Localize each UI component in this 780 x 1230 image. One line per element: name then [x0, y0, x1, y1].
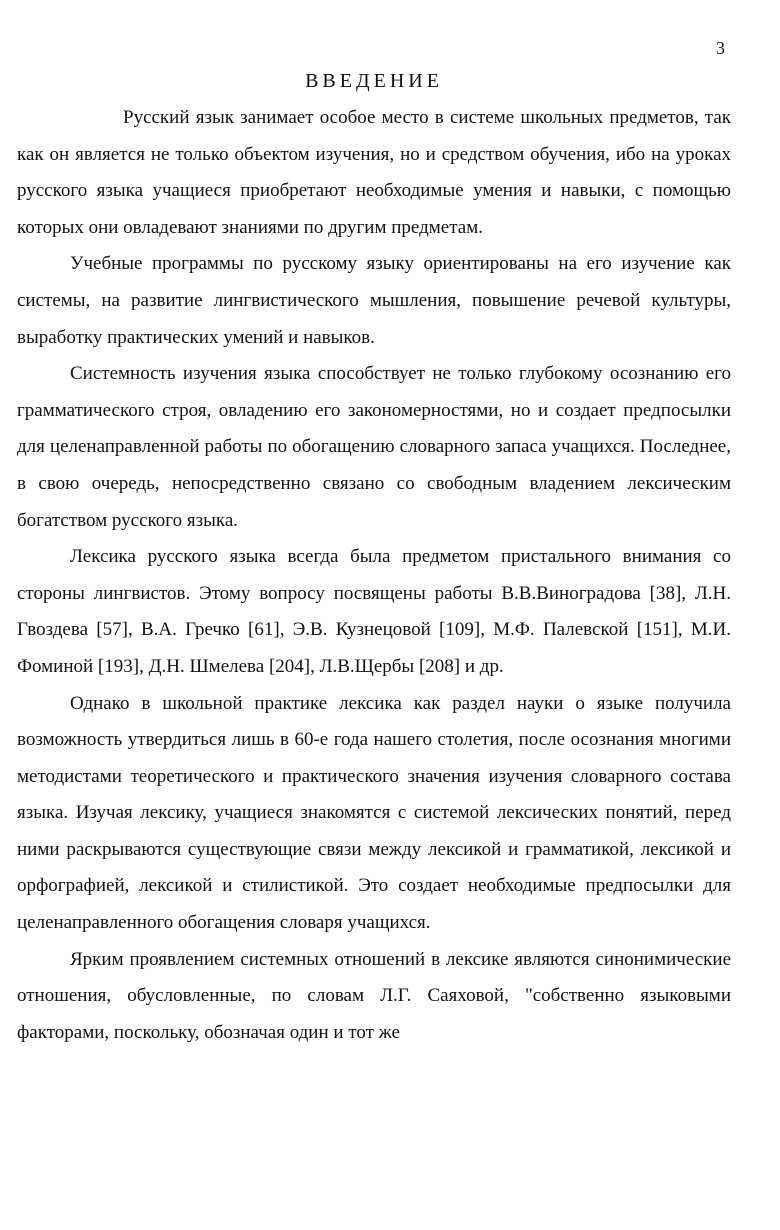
paragraph-synonymy: Ярким проявлением системных отношений в лексике являются синонимические отношения, обусловленные, по словам Л.Г. Саяховой, "собственно языковыми факторами, поскольку, обозначая один и тот же — [17, 948, 731, 1043]
page-title: ВВЕДЕНИЕ — [305, 70, 443, 92]
paragraph-intro: Русский язык занимает особое место в системе школьных предметов, так как он является не только объектом изучения, но и средством обучения, ибо на уроках русского языка учащиеся приобретают необходимые умения и навыки, с помощью которых они овладевают знаниями по другим предметам. — [17, 107, 731, 238]
paragraph-lexicon-research: Лексика русского языка всегда была предметом пристального внимания со стороны лингвистов. Этому вопросу посвящены работы В.В.Виноградова [38], Л.Н. Гвоздева [57], В.А. Гречко [61], Э.В. Кузнецовой [109], М.Ф. Палевской [151], М.И. Фоминой [193], Д.Н. Шмелева [204], Л.В.Щербы [208] и др. — [17, 546, 731, 677]
document-body — [17, 100, 731, 1051]
page-number: 3 — [716, 38, 725, 58]
paragraph-systematicity: Системность изучения языка способствует не только глубокому осознанию его грамматического строя, овладению его закономерностями, но и создает предпосылки для целенаправленной работы по обогащению словарного запаса учащихся. Последнее, в свою очередь, непосредственно связано со свободным владением лексическим богатством русского языка. — [17, 363, 731, 531]
paragraph-school-practice: Однако в школьной практике лексика как раздел науки о языке получила возможность утвердиться лишь в 60-е года нашего столетия, после осознания многими методистами теоретического и практического значения изучения словарного состава языка. Изучая лексику, учащиеся знакомятся с системой лексических понятий, перед ними раскрываются существующие связи между лексикой и грамматикой, лексикой и орфографией, лексикой и стилистикой. Это создает необходимые предпосылки для целенаправленного обогащения словаря учащихся. — [17, 692, 731, 934]
paragraph-curriculum: Учебные программы по русскому языку ориентированы на его изучение как системы, на развитие лингвистического мышления, повышение речевой культуры, выработку практических умений и навыков. — [17, 253, 731, 348]
